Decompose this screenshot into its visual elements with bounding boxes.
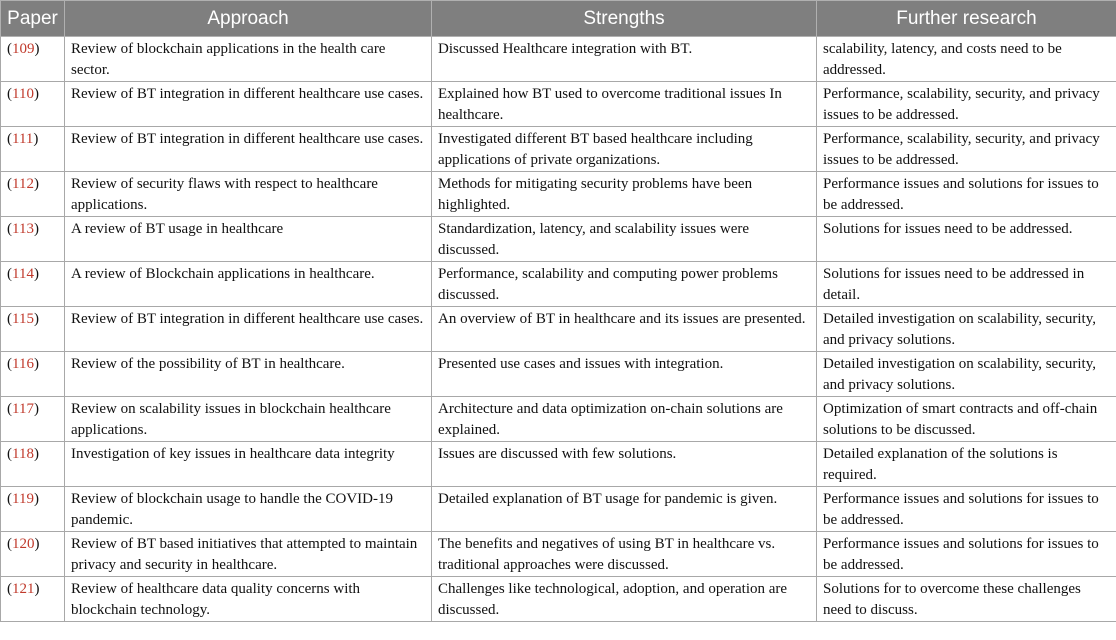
reference-link[interactable]: 111 [12,131,34,147]
paper-cell: (118) [1,442,65,487]
paper-cell: (113) [1,217,65,262]
paper-cell: (115) [1,307,65,352]
table-row [1,532,1116,577]
table-row [1,37,1116,82]
further-research-cell: Performance issues and solutions for issues to be addressed. [817,172,1116,217]
paper-cell: (109) [1,37,65,82]
table-row [1,82,1116,127]
table-row [1,172,1116,217]
paper-cell: (121) [1,577,65,622]
further-research-cell: Solutions for issues need to be addressed in detail. [817,262,1116,307]
reference-link[interactable]: 119 [12,491,34,507]
strengths-cell: Discussed Healthcare integration with BT. [432,37,817,82]
approach-cell: Review of the possibility of BT in healthcare. [65,352,432,397]
approach-cell: Review of blockchain applications in the health care sector. [65,37,432,82]
reference-link[interactable]: 109 [12,41,35,57]
table-row [1,352,1116,397]
strengths-cell: The benefits and negatives of using BT in healthcare vs. traditional approaches were discussed. [432,532,817,577]
approach-cell: A review of Blockchain applications in healthcare. [65,262,432,307]
further-research-cell: Detailed investigation on scalability, security, and privacy solutions. [817,352,1116,397]
paper-cell: (116) [1,352,65,397]
strengths-cell: Performance, scalability and computing power problems discussed. [432,262,817,307]
reference-link[interactable]: 110 [12,86,34,102]
header-strengths: Strengths [432,1,817,37]
strengths-cell: Standardization, latency, and scalability issues were discussed. [432,217,817,262]
table-row [1,442,1116,487]
reference-link[interactable]: 114 [12,266,34,282]
reference-link[interactable]: 117 [12,401,34,417]
further-research-cell: Performance issues and solutions for issues to be addressed. [817,487,1116,532]
strengths-cell: Detailed explanation of BT usage for pandemic is given. [432,487,817,532]
further-research-cell: Performance, scalability, security, and privacy issues to be addressed. [817,82,1116,127]
strengths-cell: Investigated different BT based healthcare including applications of private organizations. [432,127,817,172]
further-research-cell: Detailed explanation of the solutions is required. [817,442,1116,487]
further-research-cell: Solutions for to overcome these challenges need to discuss. [817,577,1116,622]
further-research-cell: scalability, latency, and costs need to be addressed. [817,37,1116,82]
paper-cell: (112) [1,172,65,217]
table-row [1,397,1116,442]
reference-link[interactable]: 113 [12,221,34,237]
strengths-cell: Methods for mitigating security problems have been highlighted. [432,172,817,217]
reference-link[interactable]: 120 [12,536,35,552]
approach-cell: A review of BT usage in healthcare [65,217,432,262]
header-row [1,1,1116,37]
table-row [1,307,1116,352]
header-paper: Paper [1,1,65,37]
paper-cell: (114) [1,262,65,307]
reference-link[interactable]: 112 [12,176,34,192]
approach-cell: Review of BT integration in different healthcare use cases. [65,82,432,127]
paper-cell: (117) [1,397,65,442]
paper-cell: (119) [1,487,65,532]
approach-cell: Review of BT integration in different healthcare use cases. [65,127,432,172]
further-research-cell: Detailed investigation on scalability, security, and privacy solutions. [817,307,1116,352]
strengths-cell: An overview of BT in healthcare and its issues are presented. [432,307,817,352]
table-row [1,217,1116,262]
further-research-cell: Solutions for issues need to be addressed. [817,217,1116,262]
further-research-cell: Performance issues and solutions for issues to be addressed. [817,532,1116,577]
reference-link[interactable]: 121 [12,581,35,597]
strengths-cell: Issues are discussed with few solutions. [432,442,817,487]
approach-cell: Investigation of key issues in healthcare data integrity [65,442,432,487]
reference-link[interactable]: 116 [12,356,34,372]
strengths-cell: Presented use cases and issues with integration. [432,352,817,397]
strengths-cell: Explained how BT used to overcome traditional issues In healthcare. [432,82,817,127]
header-further-research: Further research [817,1,1116,37]
paper-cell: (110) [1,82,65,127]
approach-cell: Review of blockchain usage to handle the COVID-19 pandemic. [65,487,432,532]
approach-cell: Review of BT based initiatives that attempted to maintain privacy and security in healthcare. [65,532,432,577]
table-row [1,127,1116,172]
strengths-cell: Architecture and data optimization on-chain solutions are explained. [432,397,817,442]
table-row [1,487,1116,532]
further-research-cell: Optimization of smart contracts and off-chain solutions to be discussed. [817,397,1116,442]
reference-link[interactable]: 118 [12,446,34,462]
approach-cell: Review on scalability issues in blockchain healthcare applications. [65,397,432,442]
paper-cell: (111) [1,127,65,172]
strengths-cell: Challenges like technological, adoption, and operation are discussed. [432,577,817,622]
further-research-cell: Performance, scalability, security, and privacy issues to be addressed. [817,127,1116,172]
approach-cell: Review of security flaws with respect to healthcare applications. [65,172,432,217]
approach-cell: Review of healthcare data quality concerns with blockchain technology. [65,577,432,622]
header-approach: Approach [65,1,432,37]
table-row [1,262,1116,307]
reference-link[interactable]: 115 [12,311,34,327]
paper-cell: (120) [1,532,65,577]
approach-cell: Review of BT integration in different healthcare use cases. [65,307,432,352]
table-row [1,577,1116,622]
